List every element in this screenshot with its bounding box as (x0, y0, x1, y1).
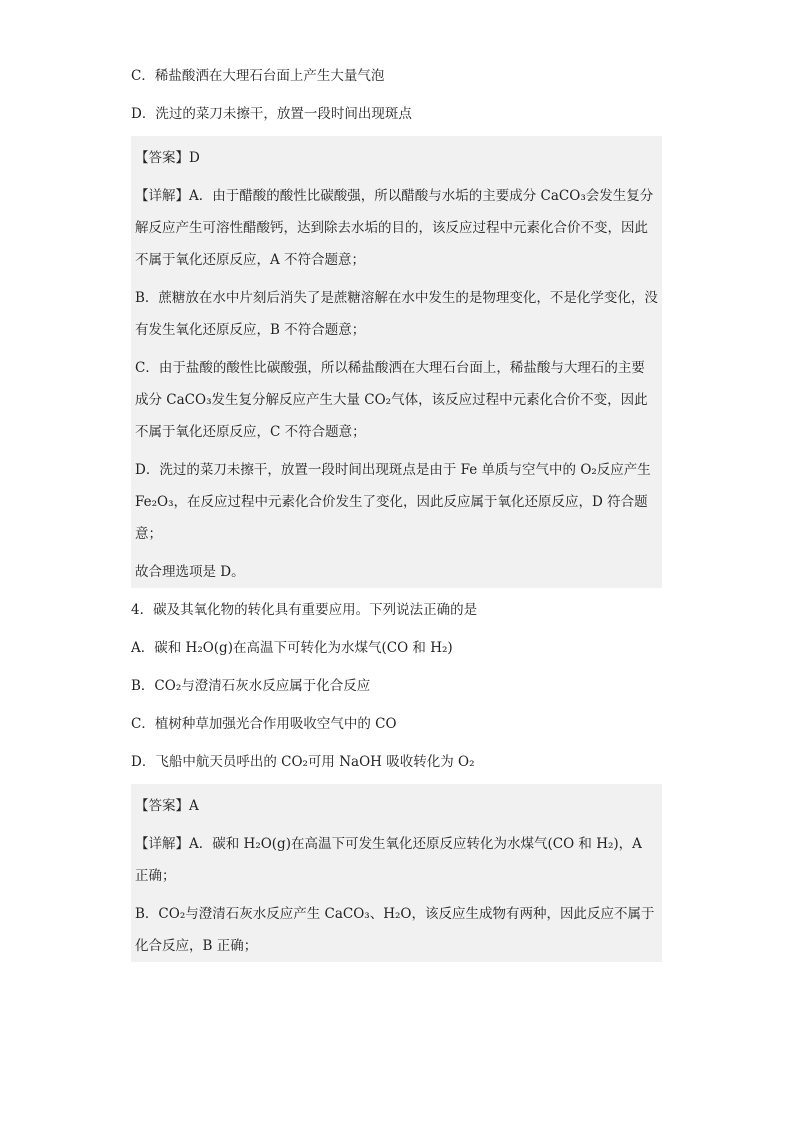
q3-explanation-a: 【详解】A．由于醋酸的酸性比碳酸强，所以醋酸与水垢的主要成分 CaCO₃会发生复分解反应产生可溶性醋酸钙，达到除去水垢的目的，该反应过程中元素化合价不变，因此不属于氧化还原反应，A 不符合题意； (135, 188, 654, 268)
q3-answer-block (131, 136, 662, 588)
q4-option-c: C．植树种草加强光合作用吸收空气中的 CO (131, 716, 397, 732)
q3-option-c: C．稀盐酸洒在大理石台面上产生大量气泡 (131, 68, 385, 84)
document-page (131, 60, 662, 962)
q4-answer-block (131, 784, 662, 962)
q4-option-d: D．飞船中航天员呼出的 CO₂可用 NaOH 吸收转化为 O₂ (131, 754, 475, 770)
q3-explanation-d: D．洗过的菜刀未擦干，放置一段时间出现斑点是由于 Fe 单质与空气中的 O₂反应产生 Fe₂O₃，在反应过程中元素化合价发生了变化，因此反应属于氧化还原反应，D 符合题意； (135, 462, 651, 542)
q4-option-a: A．碳和 H₂O(g)在高温下可转化为水煤气(CO 和 H₂) (131, 640, 453, 656)
q4-explanation-b: B．CO₂与澄清石灰水反应产生 CaCO₃、H₂O，该反应生成物有两种，因此反应不属于化合反应，B 正确； (135, 906, 655, 954)
q4-answer: 【答案】A (135, 798, 199, 814)
q3-explanation-b: B．蔗糖放在水中片刻后消失了是蔗糖溶解在水中发生的是物理变化，不是化学变化，没有发生氧化还原反应，B 不符合题意； (135, 290, 658, 338)
q4-explanation-a: 【详解】A．碳和 H₂O(g)在高温下可发生氧化还原反应转化为水煤气(CO 和 H₂)，A 正确； (135, 836, 642, 884)
q3-answer: 【答案】D (135, 150, 200, 166)
q3-explanation-c: C．由于盐酸的酸性比碳酸强，所以稀盐酸洒在大理石台面上，稀盐酸与大理石的主要成分 CaCO₃发生复分解反应产生大量 CO₂气体，该反应过程中元素化合价不变，因此不属于氧化还原反应，C 不符合题意； (135, 360, 648, 440)
q4-option-b: B．CO₂与澄清石灰水反应属于化合反应 (131, 678, 371, 694)
q4-stem: 4．碳及其氧化物的转化具有重要应用。下列说法正确的是 (131, 602, 478, 618)
q3-option-d: D．洗过的菜刀未擦干，放置一段时间出现斑点 (131, 106, 412, 122)
q3-conclusion: 故合理选项是 D。 (135, 564, 245, 580)
